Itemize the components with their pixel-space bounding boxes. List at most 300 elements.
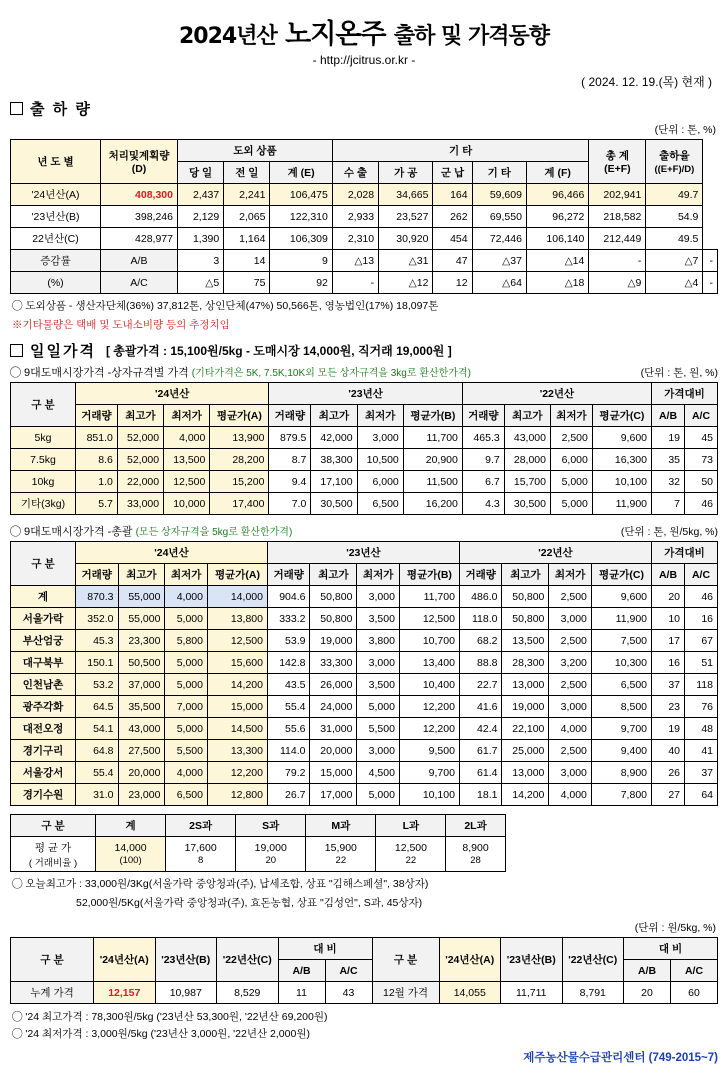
grade-row-label-sub: ( 거래비율 ) (28, 857, 78, 869)
cell-rate: - (703, 250, 718, 272)
grade-row-label (11, 837, 96, 872)
data-cell: 16 (685, 608, 718, 630)
data-cell: 22,000 (117, 471, 163, 493)
section2-bracket: [ 총괄가격 : 15,100원/5kg - 도매시장 14,000원, 직거래 19,000원 ] (105, 344, 452, 358)
section3-unit: (단위 : 원/5kg, %) (634, 922, 716, 934)
data-cell: 38,300 (311, 449, 357, 471)
col-gubun-right: 구 분 (372, 938, 439, 982)
data-cell: 5,500 (357, 718, 400, 740)
pct-label: (%) (11, 272, 101, 294)
col-ab: A/B (652, 405, 685, 427)
data-cell: 27 (652, 784, 685, 806)
data-cell: 7,800 (591, 784, 651, 806)
data-cell: 76 (685, 696, 718, 718)
document-footer: 제주농산물수급관리센터 (749-2015~7) (523, 1052, 718, 1064)
data-cell: 3,000 (549, 608, 592, 630)
grade-cell (446, 837, 505, 872)
data-cell: 28,300 (502, 652, 549, 674)
data-cell: 55.4 (76, 762, 119, 784)
grade-cell-total (96, 837, 166, 872)
row-year-label: '23년산(B) (11, 206, 101, 228)
data-cell: 5.7 (76, 493, 118, 515)
row-label: 서울강서 (11, 762, 76, 784)
grade-col-2s: 2S과 (166, 815, 236, 837)
cell-sumE: 106,309 (270, 228, 332, 250)
footnote-low: ◯ '24 최저가격 : 3,000원/5kg ('23년산 3,000원, '22년산 2,000원) (12, 1028, 310, 1040)
data-cell: 2,500 (549, 674, 592, 696)
data-cell: 4.3 (462, 493, 504, 515)
data-cell: 9,600 (592, 427, 651, 449)
col-y24: '24년산 (76, 383, 269, 405)
col-rate-sub: ((E+F)/D) (654, 164, 695, 175)
data-cell: 67 (685, 630, 718, 652)
data-cell: 10,500 (357, 449, 403, 471)
col-plan (101, 140, 178, 184)
data-cell: 23 (652, 696, 685, 718)
cell-total: 202,941 (589, 184, 646, 206)
row-label: 10kg (11, 471, 76, 493)
grade-col-s: S과 (236, 815, 306, 837)
report-date: ( 2024. 12. 19.(목) 현재 ) (581, 75, 712, 89)
data-cell: 13,900 (210, 427, 269, 449)
data-cell: 20,000 (310, 740, 357, 762)
grade-price: 12,500 (394, 842, 427, 854)
cell-plan: 408,300 (101, 184, 178, 206)
col-year: 년 도 별 (11, 140, 101, 184)
col-total (589, 140, 646, 184)
shipment-table (10, 139, 718, 294)
data-cell: 17 (652, 630, 685, 652)
col-avg23: 평균가(B) (399, 564, 459, 586)
col-ac: A/C (685, 405, 718, 427)
data-cell: 14,200 (207, 674, 267, 696)
data-cell: 31,000 (310, 718, 357, 740)
table-row (11, 206, 718, 228)
data-cell: 11,700 (403, 427, 462, 449)
data-cell: 11,900 (591, 608, 651, 630)
data-cell: 118.0 (459, 608, 502, 630)
data-cell: 26,000 (310, 674, 357, 696)
col-low23: 최저가 (357, 564, 400, 586)
cell-army: 454 (433, 228, 472, 250)
cell-etc: △18 (526, 272, 588, 294)
grade-pct: 28 (470, 855, 481, 866)
data-cell: 68.2 (459, 630, 502, 652)
data-cell: 40 (652, 740, 685, 762)
cell-process: 47 (433, 250, 472, 272)
data-cell: 12,800 (207, 784, 267, 806)
cell-prev: 2,065 (224, 206, 270, 228)
data-cell: 3,800 (357, 630, 400, 652)
col-y22-right: '22년산(C) (562, 938, 624, 982)
table-row (11, 449, 718, 471)
data-cell: 32 (652, 471, 685, 493)
col-cmp: 가격대비 (652, 383, 718, 405)
data-cell: 6,500 (357, 493, 403, 515)
cell-plan: △5 (178, 272, 224, 294)
cell-today: 2,129 (178, 206, 224, 228)
col-low23: 최저가 (357, 405, 403, 427)
data-cell: 26.7 (267, 784, 310, 806)
row-label: 기타(3kg) (11, 493, 76, 515)
data-cell: 5,000 (550, 493, 592, 515)
mon-y22: 8,791 (562, 982, 624, 1004)
col-vol22: 거래량 (462, 405, 504, 427)
grade-total-price: 14,000 (114, 842, 147, 854)
cell-army: 164 (433, 184, 472, 206)
data-cell: 9.4 (269, 471, 311, 493)
data-cell: 3,000 (357, 740, 400, 762)
data-cell: 352.0 (76, 608, 119, 630)
cell-sumE: △13 (332, 250, 378, 272)
col-y22: '22년산 (462, 383, 651, 405)
col-vol24: 거래량 (76, 564, 119, 586)
data-cell: 5,000 (165, 608, 208, 630)
data-cell: 10 (652, 608, 685, 630)
data-cell: 55.6 (267, 718, 310, 740)
data-cell: 870.3 (76, 586, 119, 608)
col-y24: '24년산 (76, 542, 268, 564)
data-cell: 15,000 (310, 762, 357, 784)
data-cell: 7.0 (269, 493, 311, 515)
col-avg22: 평균가(C) (591, 564, 651, 586)
table-row-diff (11, 272, 718, 294)
row-year-label: '24년산(A) (11, 184, 101, 206)
cell-sumF: 96,466 (526, 184, 588, 206)
data-cell: 16,300 (592, 449, 651, 471)
data-cell: 13,000 (502, 674, 549, 696)
cell-export: 2,310 (332, 228, 378, 250)
cell-today: 1,390 (178, 228, 224, 250)
col-ac-right: A/C (671, 960, 718, 982)
col-y23: '23년산 (269, 383, 462, 405)
data-cell: 10,400 (399, 674, 459, 696)
col-other: 기 타 (332, 140, 589, 162)
data-cell: 12,500 (164, 471, 210, 493)
data-cell: 64 (685, 784, 718, 806)
data-cell: 20,900 (403, 449, 462, 471)
data-cell: 12,500 (399, 608, 459, 630)
grade-col-2l: 2L과 (446, 815, 505, 837)
col-etc: 기 타 (472, 162, 526, 184)
grade-col-gubun: 구 분 (11, 815, 96, 837)
square-bullet-icon (10, 344, 23, 357)
cum-y23: 10,987 (155, 982, 217, 1004)
row-label: 5kg (11, 427, 76, 449)
grade-price: 15,900 (324, 842, 357, 854)
cell-today: 2,437 (178, 184, 224, 206)
cell-rate: - (703, 272, 718, 294)
page-title (10, 12, 718, 51)
data-cell: 33,300 (310, 652, 357, 674)
data-cell: 88.8 (459, 652, 502, 674)
col-gubun-left: 구 분 (11, 938, 94, 982)
table-row-diff (11, 250, 718, 272)
data-cell: 3,500 (357, 674, 400, 696)
data-cell: 23,000 (118, 784, 165, 806)
data-cell: 3,000 (549, 762, 592, 784)
data-cell: 13,300 (207, 740, 267, 762)
price-by-spec-table (10, 382, 718, 515)
data-cell: 16 (652, 652, 685, 674)
section1-title: 출 하 량 (30, 101, 92, 118)
col-y24-left: '24년산(A) (94, 938, 156, 982)
footnote-high: ◯ '24 최고가격 : 78,300원/5kg ('23년산 53,300원, '22년산 69,200원) (12, 1011, 328, 1023)
data-cell: 22.7 (459, 674, 502, 696)
table-row (11, 718, 718, 740)
cell-total: △7 (646, 250, 703, 272)
cell-prev: 2,241 (224, 184, 270, 206)
data-cell: 851.0 (76, 427, 118, 449)
data-cell: 42.4 (459, 718, 502, 740)
data-cell: 2,500 (549, 630, 592, 652)
table-row (11, 762, 718, 784)
col-low24: 최저가 (164, 405, 210, 427)
data-cell: 50,500 (118, 652, 165, 674)
today-high-line2: 52,000원/5Kg(서울가락 중앙청과(주), 효돈농협, 상표 "김성언", S과, 45상자) (76, 897, 423, 909)
title-main: 노지온주 (285, 19, 386, 50)
cell-rate: 54.9 (646, 206, 703, 228)
col-high24: 최고가 (117, 405, 163, 427)
col-prev: 전 일 (224, 162, 270, 184)
data-cell: 15,600 (207, 652, 267, 674)
col-ab-left: A/B (278, 960, 325, 982)
cell-army: 262 (433, 206, 472, 228)
data-cell: 9,500 (399, 740, 459, 762)
cell-export: 2,933 (332, 206, 378, 228)
cell-process: 12 (433, 272, 472, 294)
cell-today: 14 (224, 250, 270, 272)
section1-unit: (단위 : 톤, %) (654, 124, 716, 136)
data-cell: 2,500 (549, 586, 592, 608)
grade-col-m: M과 (306, 815, 376, 837)
diff-key: A/C (101, 272, 178, 294)
cell-rate: 49.7 (646, 184, 703, 206)
col-rate (646, 140, 703, 184)
data-cell: 7,000 (165, 696, 208, 718)
col-vol24: 거래량 (76, 405, 118, 427)
data-cell: 11,700 (399, 586, 459, 608)
site-url: - http://jcitrus.or.kr - (312, 53, 416, 67)
data-cell: 12,200 (399, 718, 459, 740)
data-cell: 30,500 (504, 493, 550, 515)
data-cell: 10,000 (164, 493, 210, 515)
data-cell: 24,000 (310, 696, 357, 718)
data-cell: 64.5 (76, 696, 119, 718)
data-cell: 13,500 (164, 449, 210, 471)
col-cmp-right: 대 비 (624, 938, 718, 960)
data-cell: 142.8 (267, 652, 310, 674)
col-gubun: 구 분 (11, 383, 76, 427)
col-high23: 최고가 (310, 564, 357, 586)
data-cell: 10,100 (399, 784, 459, 806)
data-cell: 46 (685, 586, 718, 608)
price-total-table (10, 541, 718, 806)
col-sumE: 계 (E) (270, 162, 332, 184)
data-cell: 8.6 (76, 449, 118, 471)
data-cell: 19,000 (310, 630, 357, 652)
cell-etc: 59,609 (472, 184, 526, 206)
data-cell: 4,000 (165, 586, 208, 608)
grade-price: 19,000 (254, 842, 287, 854)
data-cell: 4,500 (357, 762, 400, 784)
sub1-title: ◯ 9대도매시장가격 -상자규격별 가격 (10, 367, 189, 379)
data-cell: 37 (685, 762, 718, 784)
data-cell: 5,000 (357, 696, 400, 718)
cell-etc: 72,446 (472, 228, 526, 250)
col-export: 수 출 (332, 162, 378, 184)
cell-process: 34,665 (379, 184, 433, 206)
data-cell: 53.2 (76, 674, 119, 696)
cell-plan: 428,977 (101, 228, 178, 250)
cell-sumE: - (332, 272, 378, 294)
data-cell: 52,000 (117, 449, 163, 471)
data-cell: 9.7 (462, 449, 504, 471)
cell-sumE: 122,310 (270, 206, 332, 228)
row-label-cumulative: 누계 가격 (11, 982, 94, 1004)
data-cell: 3,200 (549, 652, 592, 674)
table-row (11, 493, 718, 515)
data-cell: 64.8 (76, 740, 119, 762)
data-cell: 22,100 (502, 718, 549, 740)
data-cell: 54.1 (76, 718, 119, 740)
col-army: 군 납 (433, 162, 472, 184)
data-cell: 5,000 (357, 784, 400, 806)
data-cell: 17,100 (311, 471, 357, 493)
title-year: 2024년산 (179, 24, 277, 49)
data-cell: 41.6 (459, 696, 502, 718)
data-cell: 5,500 (165, 740, 208, 762)
row-label: 7.5kg (11, 449, 76, 471)
col-low22: 최저가 (549, 564, 592, 586)
cell-sumF: - (589, 250, 646, 272)
data-cell: 10,700 (399, 630, 459, 652)
table-row (11, 427, 718, 449)
data-cell: 7,500 (591, 630, 651, 652)
grade-cell (166, 837, 236, 872)
title-tail: 출하 및 가격동향 (393, 24, 549, 49)
data-cell: 15,000 (207, 696, 267, 718)
data-cell: 16,200 (403, 493, 462, 515)
section-shipment-heading (10, 98, 718, 119)
data-cell: 17,400 (210, 493, 269, 515)
cell-plan: 3 (178, 250, 224, 272)
data-cell: 61.7 (459, 740, 502, 762)
table-row (11, 784, 718, 806)
row-label: 대전오정 (11, 718, 76, 740)
mon-ab: 20 (624, 982, 671, 1004)
cell-etc: △14 (526, 250, 588, 272)
col-ac-left: A/C (325, 960, 372, 982)
data-cell: 27,500 (118, 740, 165, 762)
data-cell: 12,500 (207, 630, 267, 652)
data-cell: 43.5 (267, 674, 310, 696)
row-label: 부산엄궁 (11, 630, 76, 652)
data-cell: 37,000 (118, 674, 165, 696)
data-cell: 5,000 (165, 674, 208, 696)
data-cell: 13,800 (207, 608, 267, 630)
col-avg24: 평균가(A) (210, 405, 269, 427)
data-cell: 8,500 (591, 696, 651, 718)
data-cell: 14,200 (502, 784, 549, 806)
cell-plan: 398,246 (101, 206, 178, 228)
data-cell: 3,000 (357, 427, 403, 449)
data-cell: 333.2 (267, 608, 310, 630)
table-row (11, 471, 718, 493)
cell-rate: 49.5 (646, 228, 703, 250)
data-cell: 28,200 (210, 449, 269, 471)
row-label: 경기수원 (11, 784, 76, 806)
col-total-sub: (E+F) (604, 163, 631, 175)
col-total-label: 총 계 (605, 150, 629, 162)
col-plan-sub: (D) (131, 163, 147, 175)
cum-ac: 43 (325, 982, 372, 1004)
cell-sumE: 106,475 (270, 184, 332, 206)
cell-total: 218,582 (589, 206, 646, 228)
data-cell: 465.3 (462, 427, 504, 449)
col-vol23: 거래량 (269, 405, 311, 427)
data-cell: 6,000 (550, 449, 592, 471)
col-today: 당 일 (178, 162, 224, 184)
col-low22: 최저가 (550, 405, 592, 427)
cell-prev: 9 (270, 250, 332, 272)
data-cell: 11,900 (592, 493, 651, 515)
data-cell: 53.9 (267, 630, 310, 652)
data-cell: 19 (652, 427, 685, 449)
data-cell: 4,000 (549, 718, 592, 740)
grade-pct: 22 (405, 855, 417, 866)
table-row (11, 982, 718, 1004)
data-cell: 43,000 (504, 427, 550, 449)
col-cmp: 가격대비 (652, 542, 718, 564)
table-row (11, 184, 718, 206)
data-cell: 25,000 (502, 740, 549, 762)
data-cell: 9,600 (591, 586, 651, 608)
data-cell: 42,000 (311, 427, 357, 449)
col-y24-right: '24년산(A) (439, 938, 501, 982)
table-row (11, 630, 718, 652)
cell-total: △4 (646, 272, 703, 294)
data-cell: 6,500 (591, 674, 651, 696)
data-cell: 4,000 (165, 762, 208, 784)
data-cell: 41 (685, 740, 718, 762)
sub1-note: (기타가격은 5K, 7.5K,10K외 모든 상자규격을 3kg로 환산한가격) (191, 368, 471, 379)
data-cell: 9,400 (591, 740, 651, 762)
data-cell: 3,000 (357, 586, 400, 608)
data-cell: 17,000 (310, 784, 357, 806)
data-cell: 15,200 (210, 471, 269, 493)
cell-export: △12 (379, 272, 433, 294)
data-cell: 5,000 (550, 471, 592, 493)
section-price-heading (10, 340, 718, 361)
square-bullet-icon (10, 102, 23, 115)
data-cell: 12,200 (399, 696, 459, 718)
grade-col-total: 계 (96, 815, 166, 837)
row-label: 광주각화 (11, 696, 76, 718)
data-cell: 3,000 (549, 696, 592, 718)
cell-sumF: 106,140 (526, 228, 588, 250)
data-cell: 118 (685, 674, 718, 696)
cell-etc: 69,550 (472, 206, 526, 228)
data-cell: 6,500 (165, 784, 208, 806)
data-cell: 904.6 (267, 586, 310, 608)
grade-cell (306, 837, 376, 872)
table-row (11, 652, 718, 674)
diff-label: 증감률 (11, 250, 101, 272)
data-cell: 52,000 (117, 427, 163, 449)
data-cell: 73 (685, 449, 718, 471)
data-cell: 18.1 (459, 784, 502, 806)
